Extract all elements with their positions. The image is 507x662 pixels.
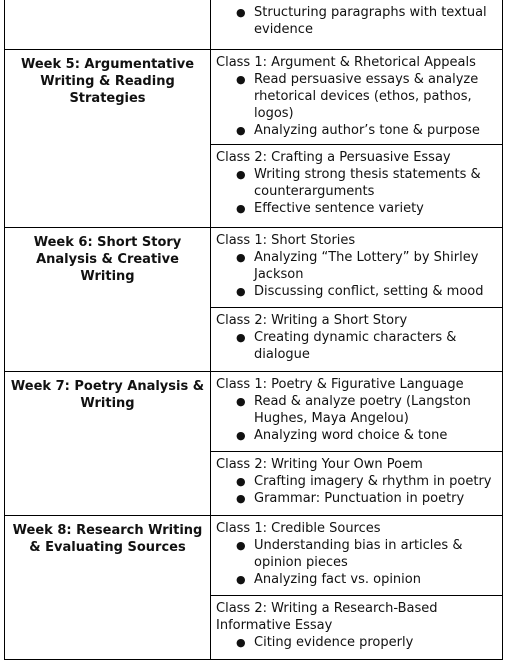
table-row bbox=[5, 372, 503, 452]
topic-text: Citing evidence properly bbox=[254, 635, 414, 650]
table-row bbox=[5, 228, 503, 308]
class-cell bbox=[211, 0, 503, 50]
topic-text: Effective sentence variety bbox=[254, 201, 424, 216]
list-item bbox=[236, 634, 498, 651]
bullet-icon: ● bbox=[236, 285, 246, 298]
list-item bbox=[236, 427, 498, 444]
class-title: Class 1: Poetry & Figurative Language bbox=[216, 377, 464, 392]
topic-text: Analyzing word choice & tone bbox=[254, 428, 448, 443]
class-title: Class 2: Crafting a Persuasive Essay bbox=[216, 150, 451, 165]
list-item bbox=[236, 71, 498, 122]
topic-text: Read persuasive essays & analyze rhetorical devices (ethos, pathos, logos) bbox=[254, 72, 479, 121]
topic-text: Analyzing author’s tone & purpose bbox=[254, 123, 480, 138]
list-item bbox=[236, 122, 498, 139]
bullet-icon: ● bbox=[236, 492, 246, 505]
bullet-icon: ● bbox=[236, 6, 246, 19]
syllabus-table bbox=[4, 0, 503, 660]
class-title: Class 1: Credible Sources bbox=[216, 521, 381, 536]
table-row bbox=[5, 50, 503, 145]
topic-text: Analyzing “The Lottery” by Shirley Jackson bbox=[254, 250, 479, 282]
topic-text: Crafting imagery & rhythm in poetry bbox=[254, 474, 492, 489]
class-cell bbox=[211, 145, 503, 228]
topic-list bbox=[216, 249, 498, 300]
class-cell bbox=[211, 50, 503, 145]
bullet-icon: ● bbox=[236, 202, 246, 215]
syllabus-body bbox=[5, 0, 503, 660]
bullet-icon: ● bbox=[236, 395, 246, 408]
list-item bbox=[236, 571, 498, 588]
week-title bbox=[5, 0, 211, 50]
table-row bbox=[5, 0, 503, 50]
list-item bbox=[236, 490, 498, 507]
class-cell bbox=[211, 596, 503, 660]
topic-text: Understanding bias in articles & opinion pieces bbox=[254, 538, 463, 570]
topic-text: Discussing conflict, setting & mood bbox=[254, 284, 484, 299]
bullet-icon: ● bbox=[236, 539, 246, 552]
topic-list bbox=[216, 4, 498, 38]
class-title: Class 1: Short Stories bbox=[216, 233, 356, 248]
topic-text: Analyzing fact vs. opinion bbox=[254, 572, 421, 587]
bullet-icon: ● bbox=[236, 573, 246, 586]
topic-list bbox=[216, 71, 498, 139]
class-title: Class 2: Writing a Research-Based Informative Essay bbox=[216, 601, 438, 633]
bullet-icon: ● bbox=[236, 168, 246, 181]
topic-text: Structuring paragraphs with textual evidence bbox=[254, 5, 487, 37]
topic-list bbox=[216, 473, 498, 507]
week-title: Week 8: Research Writing & Evaluating Sources bbox=[5, 516, 211, 660]
list-item bbox=[236, 249, 498, 283]
topic-text: Writing strong thesis statements & counterarguments bbox=[254, 167, 481, 199]
topic-text: Creating dynamic characters & dialogue bbox=[254, 330, 457, 362]
week-title: Week 6: Short Story Analysis & Creative Writing bbox=[5, 228, 211, 372]
class-title: Class 2: Writing a Short Story bbox=[216, 313, 408, 328]
class-title: Class 1: Argument & Rhetorical Appeals bbox=[216, 55, 476, 70]
list-item bbox=[236, 4, 498, 38]
bullet-icon: ● bbox=[236, 429, 246, 442]
list-item bbox=[236, 166, 498, 200]
list-item bbox=[236, 283, 498, 300]
class-title: Class 2: Writing Your Own Poem bbox=[216, 457, 423, 472]
list-item bbox=[236, 329, 498, 363]
bullet-icon: ● bbox=[236, 475, 246, 488]
topic-text: Read & analyze poetry (Langston Hughes, Maya Angelou) bbox=[254, 394, 471, 426]
bullet-icon: ● bbox=[236, 124, 246, 137]
topic-list bbox=[216, 329, 498, 363]
class-cell bbox=[211, 228, 503, 308]
topic-list bbox=[216, 393, 498, 444]
week-title: Week 5: Argumentative Writing & Reading Strategies bbox=[5, 50, 211, 228]
bullet-icon: ● bbox=[236, 331, 246, 344]
bullet-icon: ● bbox=[236, 636, 246, 649]
topic-list bbox=[216, 166, 498, 217]
table-row bbox=[5, 516, 503, 596]
topic-list bbox=[216, 537, 498, 588]
topic-list bbox=[216, 634, 498, 651]
class-cell bbox=[211, 516, 503, 596]
topic-text: Grammar: Punctuation in poetry bbox=[254, 491, 465, 506]
list-item bbox=[236, 473, 498, 490]
class-cell bbox=[211, 308, 503, 372]
list-item bbox=[236, 537, 498, 571]
class-cell bbox=[211, 452, 503, 516]
list-item bbox=[236, 393, 498, 427]
bullet-icon: ● bbox=[236, 251, 246, 264]
week-title: Week 7: Poetry Analysis & Writing bbox=[5, 372, 211, 516]
list-item bbox=[236, 200, 498, 217]
class-cell bbox=[211, 372, 503, 452]
bullet-icon: ● bbox=[236, 73, 246, 86]
